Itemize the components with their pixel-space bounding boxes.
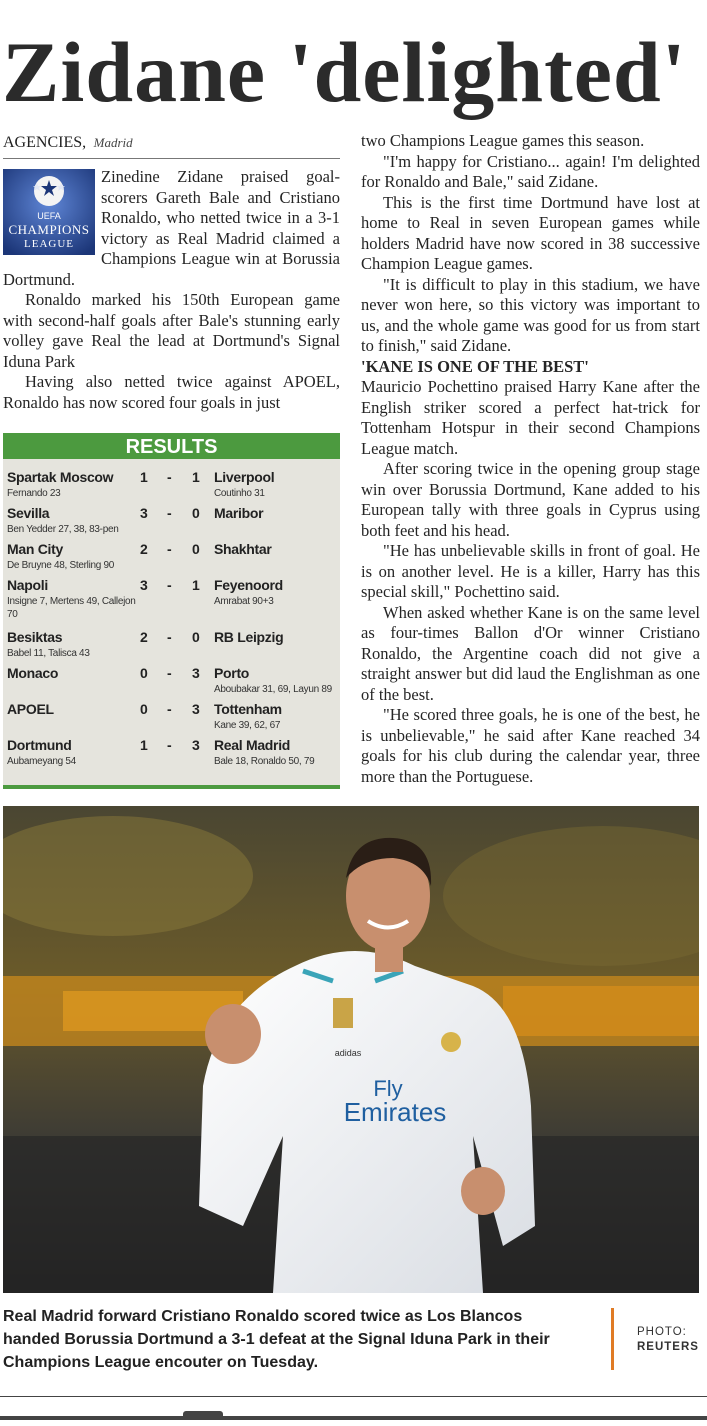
photo-credit-label: PHOTO: — [637, 1326, 687, 1338]
right-paragraph-8: "He scored three goals, he is one of the best, he is unbelievable," he said after Kane reached 34 goals for his club during the calendar year, three more than the Portuguese. — [361, 705, 700, 786]
logo-text-league: LEAGUE — [24, 238, 74, 250]
home-score: 3 — [140, 505, 148, 521]
byline — [3, 134, 340, 159]
away-scorers: Coutinho 31 — [214, 488, 265, 499]
shirt-text-fly: Fly — [373, 1076, 403, 1101]
right-paragraph-7: When asked whether Kane is on the same level as four-times Ballon d'Or winner Cristiano Ronaldo, the Argentine coach did not give a straight answer but did laud the Englishman as one of the best. — [361, 602, 700, 704]
photo-caption: Real Madrid forward Cristiano Ronaldo scored twice as Los Blancos handed Borussia Dortmund a 3-1 defeat at the Signal Iduna Park in their Champions League encouter on Tuesday. — [3, 1308, 550, 1371]
footer-bar — [0, 1416, 707, 1420]
away-team: Shakhtar — [214, 541, 272, 557]
away-score: 0 — [192, 629, 200, 645]
subheadline: 'KANE IS ONE OF THE BEST' — [361, 356, 589, 376]
home-team: Besiktas — [7, 629, 63, 645]
score-separator: - — [167, 541, 172, 557]
away-score: 3 — [192, 737, 200, 753]
away-score: 0 — [192, 505, 200, 521]
home-score: 2 — [140, 629, 148, 645]
home-team: Spartak Moscow — [7, 469, 114, 485]
home-score: 1 — [140, 737, 148, 753]
photo-credit-source: REUTERS — [637, 1341, 699, 1353]
left-paragraph-2: Ronaldo marked his 150th European game with second-half goals after Bale's stunning early volley gave Real the lead at Dortmund's Signal Iduna Park — [3, 290, 340, 371]
credit-divider — [611, 1308, 614, 1370]
home-scorers: De Bruyne 48, Sterling 90 — [7, 560, 115, 571]
score-separator: - — [167, 505, 172, 521]
home-team: Man City — [7, 541, 63, 557]
ronaldo-celebration-image — [3, 806, 699, 1293]
left-article — [3, 167, 340, 413]
away-team: Maribor — [214, 505, 264, 521]
photo-credit — [637, 1325, 699, 1355]
home-team: Dortmund — [7, 737, 72, 753]
byline-location: Madrid — [93, 135, 133, 150]
home-scorers: Fernando 23 — [7, 488, 61, 499]
away-team: Liverpool — [214, 469, 275, 485]
away-score: 0 — [192, 541, 200, 557]
headline: Zidane 'delighted' — [2, 24, 687, 120]
home-score: 0 — [140, 701, 148, 717]
home-scorers: Insigne 7, Mertens 49, Callejon 70 — [7, 596, 136, 620]
away-scorers: Kane 39, 62, 67 — [214, 720, 281, 731]
right-paragraph-5: After scoring twice in the opening group stage win over Borussia Dortmund, Kane added to his European tally with three goals in Cyprus using both feet and his head. — [361, 459, 700, 540]
left-paragraph-1: Zinedine Zidane praised goal-scorers Gareth Bale and Cristiano Ronaldo, who netted twice in a 3-1 victory as Real Madrid claimed a Champions League win at Borussia Dortmund. — [3, 167, 340, 289]
score-separator: - — [167, 665, 172, 681]
away-team: RB Leipzig — [214, 629, 284, 645]
home-scorers: Ben Yedder 27, 38, 83-pen — [7, 524, 119, 535]
right-article — [361, 131, 700, 787]
home-scorers: Aubameyang 54 — [7, 756, 76, 767]
home-team: Monaco — [7, 665, 59, 681]
champions-league-logo — [3, 169, 95, 255]
footer-rule — [0, 1396, 707, 1397]
away-team: Feyenoord — [214, 577, 283, 593]
ronaldo-photo — [3, 806, 699, 1293]
left-paragraph-3: Having also netted twice against APOEL, Ronaldo has now scored four goals in just — [3, 372, 340, 412]
home-score: 3 — [140, 577, 148, 593]
right-paragraph-4: Mauricio Pochettino praised Harry Kane after the English striker scored a perfect hat-trick for Tottenham Hotspur in their second Champions League match. — [361, 377, 700, 458]
away-score: 1 — [192, 577, 200, 593]
away-team: Real Madrid — [214, 737, 291, 753]
home-team: Sevilla — [7, 505, 50, 521]
away-scorers: Amrabat 90+3 — [214, 596, 274, 607]
away-team: Tottenham — [214, 701, 282, 717]
away-score: 1 — [192, 469, 200, 485]
right-paragraph-6: "He has unbelievable skills in front of goal. He is on another level. He is a killer, Harry has this special skill," Pochettino said. — [361, 541, 700, 601]
shirt-text-adidas: adidas — [334, 1048, 362, 1058]
home-scorers: Babel 11, Talisca 43 — [7, 648, 90, 659]
score-separator: - — [167, 469, 172, 485]
results-title: RESULTS — [3, 433, 340, 459]
logo-text-uefa: UEFA — [37, 211, 61, 221]
score-separator: - — [167, 577, 172, 593]
logo-text-champions: CHAMPIONS — [8, 222, 90, 237]
home-team: APOEL — [7, 701, 54, 717]
results-box — [3, 433, 340, 785]
home-score: 0 — [140, 665, 148, 681]
away-scorers: Aboubakar 31, 69, Layun 89 — [214, 684, 332, 695]
away-score: 3 — [192, 665, 200, 681]
home-score: 1 — [140, 469, 148, 485]
right-paragraph-0: two Champions League games this season. — [361, 131, 645, 150]
right-paragraph-1: "I'm happy for Cristiano... again! I'm delighted for Ronaldo and Bale," said Zidane. — [361, 151, 700, 191]
away-team: Porto — [214, 665, 250, 681]
right-paragraph-3: "It is difficult to play in this stadium, we have never won here, so this victory was important to us, and the whole game was good for us from start to finish," said Zidane. — [361, 274, 700, 355]
home-score: 2 — [140, 541, 148, 557]
shirt-text-emirates: Emirates — [343, 1097, 447, 1127]
score-separator: - — [167, 629, 172, 645]
score-separator: - — [167, 701, 172, 717]
score-separator: - — [167, 737, 172, 753]
byline-agency: AGENCIES, — [3, 134, 87, 151]
home-team: Napoli — [7, 577, 48, 593]
away-score: 3 — [192, 701, 200, 717]
away-scorers: Bale 18, Ronaldo 50, 79 — [214, 756, 315, 767]
right-paragraph-2: This is the first time Dortmund have lost at home to Real in seven European games while holders Madrid have now scored in 38 successive Champion League games. — [361, 192, 700, 273]
results-bottom-bar — [3, 785, 340, 789]
